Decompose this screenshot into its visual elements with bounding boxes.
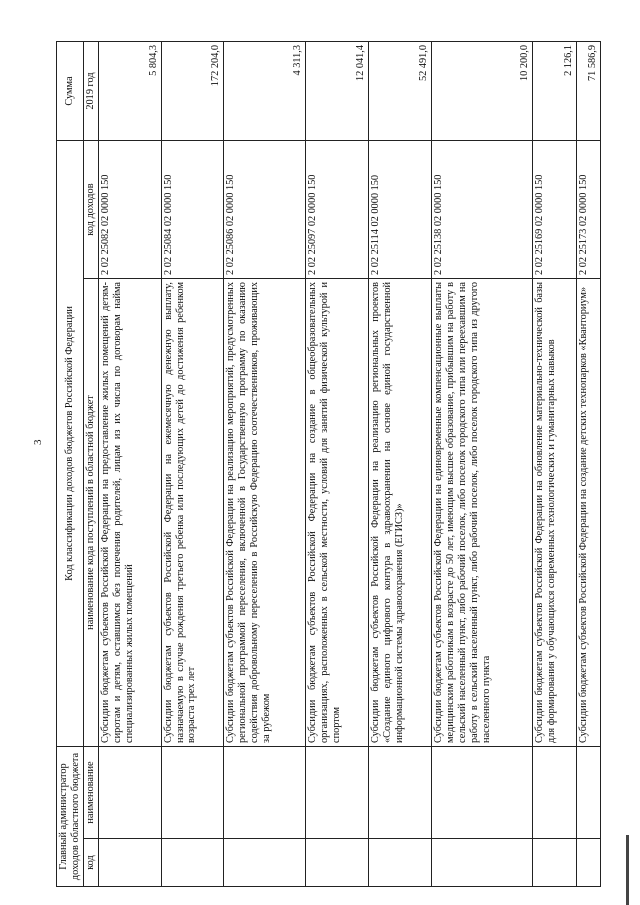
header-row-1: [57, 42, 84, 887]
row-admin-code: [98, 839, 161, 887]
table-row: [533, 42, 576, 887]
row-admin-code: [224, 839, 306, 887]
row-amount: 4 311,3: [224, 42, 306, 141]
row-income-code: 2 02 25082 02 0000 150: [98, 141, 161, 279]
header-income-code: код доходов: [83, 141, 98, 279]
row-admin-code: [576, 839, 600, 887]
row-admin-name: [576, 747, 600, 839]
row-income-code: 2 02 25114 02 0000 150: [369, 141, 432, 279]
page-number: 3: [32, 439, 44, 445]
row-admin-name: [306, 747, 369, 839]
row-income-name: Субсидии бюджетам субъектов Российской Федерации на создание в общеобразовательных организациях, расположенных в сельской местности, условий для занятий физической культурой и спортом: [306, 279, 369, 747]
row-admin-code: [431, 839, 532, 887]
budget-income-table: [56, 41, 601, 887]
row-income-code: 2 02 25086 02 0000 150: [224, 141, 306, 279]
row-income-name: Субсидии бюджетам субъектов Российской Федерации на ежемесячную денежную выплату, назначаемую в случае рождения третьего ребенка или последующих детей до достижения ребенком возраста трех лет: [161, 279, 224, 747]
row-admin-code: [161, 839, 224, 887]
table-row: [161, 42, 224, 887]
row-admin-name: [369, 747, 432, 839]
header-income-name: наименование кода поступлений в областной бюджет: [83, 279, 98, 747]
table-row: [224, 42, 306, 887]
row-amount: 10 200,0: [431, 42, 532, 141]
row-admin-code: [306, 839, 369, 887]
row-amount: 12 041,4: [306, 42, 369, 141]
row-income-name: Субсидии бюджетам субъектов Российской Федерации на единовременные компенсационные выплаты медицинским работникам в возрасте до 50 лет, имеющим высшее образование, прибывшим на работу в сельский населенный пункт, либо рабочий поселок, либо поселок городского типа или переехавшим на работу в сельский населенный пункт, либо рабочий поселок, либо поселок городского типа из другого населенного пункта: [431, 279, 532, 747]
row-admin-name: [161, 747, 224, 839]
row-amount: 71 586,9: [576, 42, 600, 141]
header-admin-code: код: [83, 839, 98, 887]
row-income-code: 2 02 25173 02 0000 150: [576, 141, 600, 279]
row-amount: 52 491,0: [369, 42, 432, 141]
row-admin-code: [533, 839, 576, 887]
margin-pen-mark: [626, 835, 629, 905]
row-income-code: 2 02 25097 02 0000 150: [306, 141, 369, 279]
row-income-name: Субсидии бюджетам субъектов Российской Федерации на предоставление жилых помещений детям-сиротам и детям, оставшимся без попечения родителей, лицам из их числа по договорам найма специализированных жилых помещений: [98, 279, 161, 747]
row-income-code: 2 02 25169 02 0000 150: [533, 141, 576, 279]
header-admin-group: Главный администратор доходов областного бюджета: [57, 747, 84, 887]
row-amount: 172 204,0: [161, 42, 224, 141]
row-amount: 2 126,1: [533, 42, 576, 141]
table-row: [576, 42, 600, 887]
row-admin-name: [98, 747, 161, 839]
table-row: [369, 42, 432, 887]
row-amount: 5 804,3: [98, 42, 161, 141]
row-admin-name: [431, 747, 532, 839]
row-admin-name: [533, 747, 576, 839]
header-year: 2019 год: [83, 42, 98, 141]
row-admin-name: [224, 747, 306, 839]
table-row: [431, 42, 532, 887]
row-income-code: 2 02 25084 02 0000 150: [161, 141, 224, 279]
table-row: [306, 42, 369, 887]
rotated-page-content: [56, 42, 601, 887]
row-income-name: Субсидии бюджетам субъектов Российской Федерации на реализацию мероприятий, предусмотренных региональной программой переселения, включенной в Государственную программу по оказанию содействия добровольному переселению в Российскую Федерацию соотечественников, проживающих за рубежом: [224, 279, 306, 747]
table-row: [98, 42, 161, 887]
header-classification: Код классификации доходов бюджетов Российской Федерации: [57, 141, 84, 747]
row-income-code: 2 02 25138 02 0000 150: [431, 141, 532, 279]
row-income-name: Субсидии бюджетам субъектов Российской Федерации на реализацию региональных проектов «Создание единого цифрового контура в здравоохранении на основе единой государственной информационной системы здравоохранения (ЕГИСЗ)»: [369, 279, 432, 747]
header-sum: Сумма: [57, 42, 84, 141]
row-income-name: Субсидии бюджетам субъектов Российской Федерации на создание детских технопарков «Кванториум»: [576, 279, 600, 747]
header-admin-name: наименование: [83, 747, 98, 839]
row-income-name: Субсидии бюджетам субъектов Российской Федерации на обновление материально-технической базы для формирования у обучающихся современных технологических и гуманитарных навыков: [533, 279, 576, 747]
row-admin-code: [369, 839, 432, 887]
